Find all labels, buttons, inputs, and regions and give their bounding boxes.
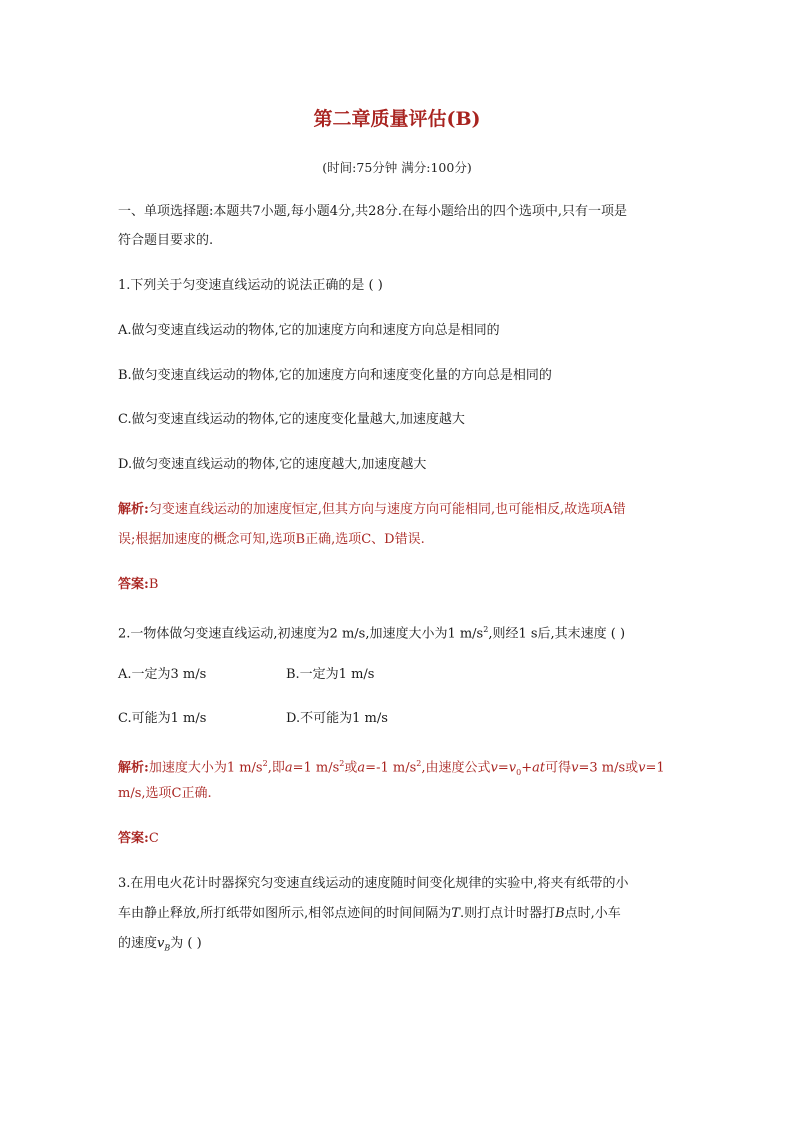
analysis-label: 解析: [118,502,149,517]
question-2-answer [118,829,678,849]
analysis-text: =1 m/s [292,760,340,776]
question-3-text: 的速度 [118,936,158,951]
analysis-text: =1 [645,760,665,776]
analysis-text: 匀变速直线运动的加速度恒定,但其方向与速度方向可能相同,也可能相反,故选项A错 [148,502,626,517]
answer-label: 答案: [118,831,149,846]
question-3-line-3 [118,934,678,959]
variable-v: v [157,936,165,951]
question-1-option-c: C.做匀变速直线运动的物体,它的速度变化量越大,加速度越大 [118,412,465,427]
analysis-text: 可得 [545,760,572,776]
analysis-text: ,即 [267,760,285,776]
subscript: B [164,943,171,953]
question-1-option-d: D.做匀变速直线运动的物体,它的速度越大,加速度越大 [118,457,427,472]
analysis-text: =-1 m/s [365,760,417,776]
page-title: 第二章质量评估(B) [313,108,481,130]
question-2-analysis-line-2: m/s,选项C正确. [118,786,212,801]
answer-label: 答案: [118,577,149,592]
analysis-text: = [497,760,509,776]
variable-t: T [451,906,460,921]
question-2-option-c: C.可能为1 m/s [118,711,207,726]
analysis-text: + [521,760,533,776]
answer-value: C [148,831,159,846]
variable-v: v [571,760,579,776]
question-2-option-d: D.不可能为1 m/s [286,711,388,726]
exam-info: (时间:75分钟 满分:100分) [322,160,472,175]
question-3-line-1: 3.在用电火花计时器探究匀变速直线运动的速度随时间变化规律的实验中,将夹有纸带的小 [118,876,629,891]
subscript: 0 [516,767,522,777]
superscript: 2 [262,759,268,768]
superscript: 2 [339,759,345,768]
question-1-analysis-line-2: 误;根据加速度的概念可知,选项B正确,选项C、D错误. [118,532,425,547]
variable-a: a [357,760,366,776]
superscript: 2 [483,625,489,634]
superscript: 2 [416,759,422,768]
variable-b: B [555,906,565,921]
question-3-text: 点时,小车 [564,906,621,921]
variable-v: v [638,760,646,776]
question-2-option-a: A.一定为3 m/s [118,667,207,682]
analysis-label: 解析: [118,760,149,776]
question-3-text: 为 ( ) [170,936,202,951]
variable-at: at [532,760,546,776]
question-1-option-b: B.做匀变速直线运动的物体,它的加速度方向和速度变化量的方向总是相同的 [118,368,552,383]
question-2-options-row-1 [118,665,678,685]
question-2-stem-text: 2.一物体做匀变速直线运动,初速度为2 m/s,加速度大小为1 m/s [118,626,484,642]
section-heading-line-1: 一、单项选择题:本题共7小题,每小题4分,共28分.在每小题给出的四个选项中,只有一项是 [118,204,627,219]
question-3-line-2 [118,904,678,924]
question-1-answer [118,575,678,595]
answer-value: B [148,577,159,592]
analysis-text: ,由速度公式 [421,760,491,776]
section-heading-line-2: 符合题目要求的. [118,233,214,248]
question-3-text: .则打点计时器打 [459,906,556,921]
question-1-option-a: A.做匀变速直线运动的物体,它的加速度方向和速度方向总是相同的 [118,323,500,338]
question-1-analysis-line-1 [118,500,678,520]
question-3-text: 车由静止释放,所打纸带如图所示,相邻点迹间的时间间隔为 [118,906,452,921]
question-2-options-row-2 [118,709,678,729]
question-2-option-b: B.一定为1 m/s [286,667,375,682]
analysis-text: 加速度大小为1 m/s [148,760,263,776]
question-2-stem [118,620,678,644]
question-2-analysis-line-1 [118,754,678,783]
question-1-stem: 1.下列关于匀变速直线运动的说法正确的是 ( ) [118,278,383,293]
analysis-text: 或 [344,760,358,776]
variable-v0: v [508,760,517,776]
analysis-text: =3 m/s或 [578,760,639,776]
variable-a: a [284,760,293,776]
variable-v: v [490,760,498,776]
question-2-stem-text-end: ,则经1 s后,其末速度 ( ) [488,626,626,642]
